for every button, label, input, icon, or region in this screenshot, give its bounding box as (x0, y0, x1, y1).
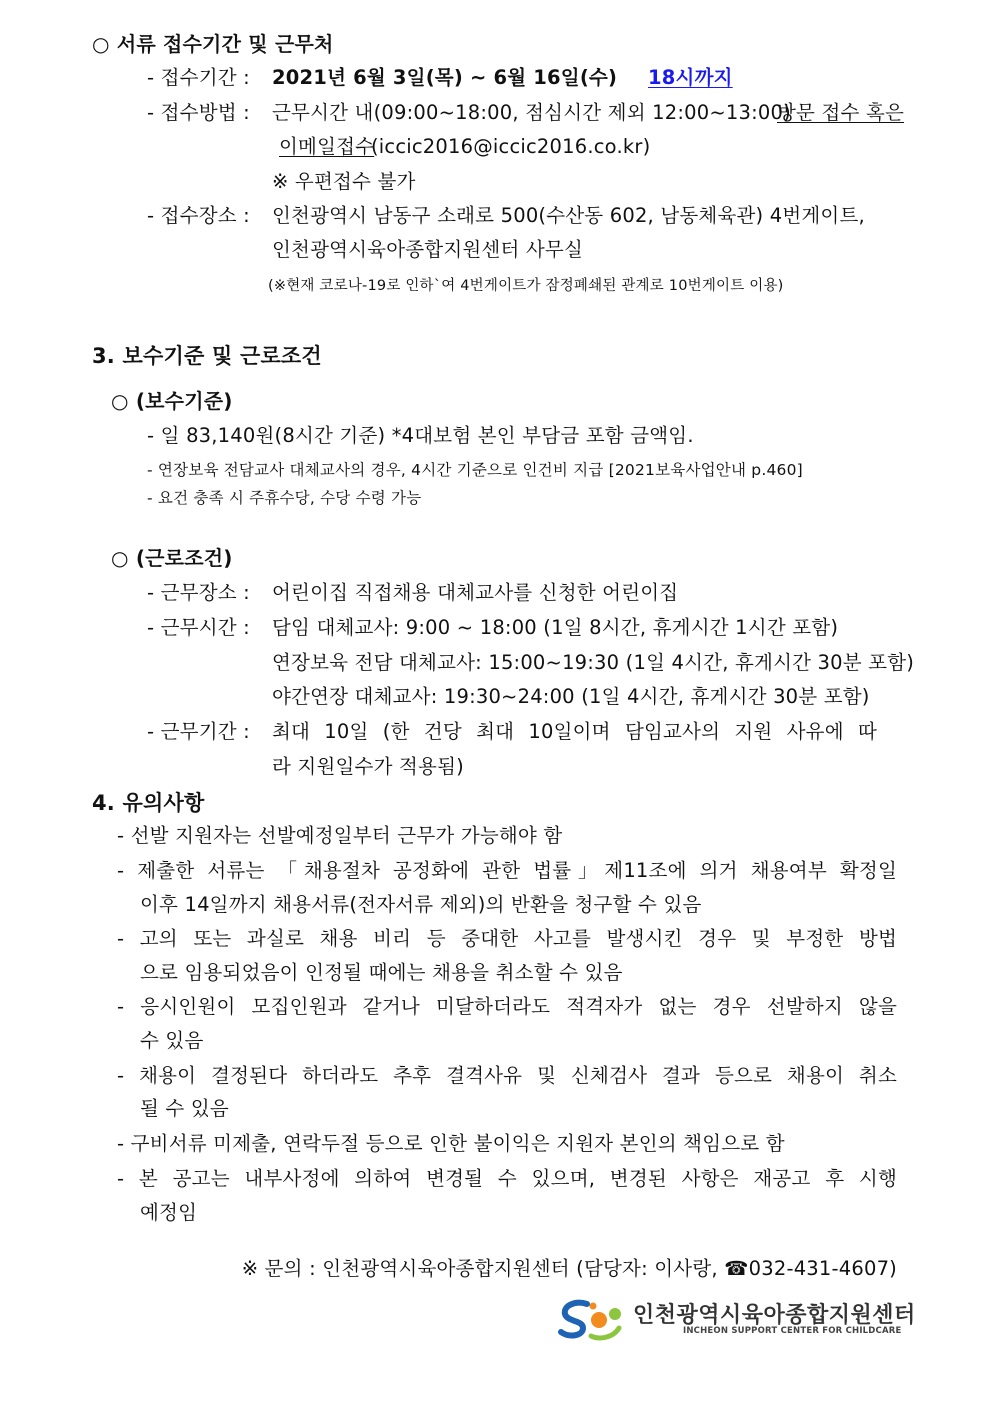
submission-place-note: (※현재 코로나-19로 인하`여 4번게이트가 잠정폐쇄된 관계로 10번게이트 이용) (268, 278, 784, 294)
notes-item: - 선발 지원자는 선발예정일부터 근무가 가능해야 함 (117, 824, 563, 847)
submission-email-address: (iccic2016@iccic2016.co.kr) (371, 135, 651, 158)
submission-place-office: 인천광역시육아종합지원센터 사무실 (272, 238, 583, 261)
notes-item: - 제출한 서류는 「채용절차 공정화에 관한 법률」제11조에 의거 채용여부 확정일 (117, 859, 897, 882)
pay-allowance-note: - 요건 충족 시 주휴수당, 수당 수령 가능 (147, 489, 422, 507)
work-hours-label: - 근무시간 : (147, 616, 250, 639)
work-conditions-heading: ○ (근로조건) (111, 546, 233, 570)
submission-method-label: - 접수방법 : (147, 101, 250, 124)
deadline-time-link[interactable]: 18시까지 (648, 66, 733, 89)
pay-daily-amount: - 일 83,140원(8시간 기준) *4대보험 본인 부담금 포함 금액임. (147, 424, 694, 447)
submission-place-address: 인천광역시 남동구 소래로 500(수산동 602, 남동체육관) 4번게이트, (272, 204, 865, 227)
notes-item-continued: 될 수 있음 (140, 1097, 229, 1120)
notes-item-continued: 수 있음 (140, 1029, 204, 1052)
postal-not-accepted-note: ※ 우편접수 불가 (272, 170, 416, 193)
submission-period-label: - 접수기간 : (147, 66, 250, 89)
notes-item-continued: 예정임 (140, 1201, 198, 1224)
work-hours-extended: 연장보육 전담 대체교사: 15:00~19:30 (1일 4시간, 휴게시간 30분 포함) (272, 651, 915, 674)
center-logo (557, 1298, 916, 1344)
work-term-line1: 최대 10일 (한 건당 최대 10일이며 담임교사의 지원 사유에 따 (272, 720, 877, 743)
submission-place-label: - 접수장소 : (147, 204, 250, 227)
work-place-value: 어린이집 직접채용 대체교사를 신청한 어린이집 (272, 581, 679, 604)
section-heading-submission: ○ 서류 접수기간 및 근무처 (92, 32, 334, 56)
section-heading-notes: 4. 유의사항 (92, 791, 205, 815)
notes-item-continued: 으로 임용되었음이 인정될 때에는 채용을 취소할 수 있음 (140, 961, 623, 984)
submission-method-visit: 방문 접수 혹은 (777, 101, 905, 124)
center-logo-subtitle: INCHEON SUPPORT CENTER FOR CHILDCARE (683, 1326, 902, 1336)
contact-info: ※ 문의 : 인천광역시육아종합지원센터 (담당자: 이사랑, ☎032-431-4607) (241, 1257, 897, 1280)
notes-item: - 본 공고는 내부사정에 의하여 변경될 수 있으며, 변경된 사항은 재공고 후 시행 (117, 1167, 897, 1190)
section-heading-pay-conditions: 3. 보수기준 및 근로조건 (92, 344, 322, 368)
submission-method-email: 이메일접수 (279, 135, 375, 158)
pay-standard-heading: ○ (보수기준) (111, 389, 233, 413)
notes-item: - 고의 또는 과실로 채용 비리 등 중대한 사고를 발생시킨 경우 및 부정한 방법 (117, 927, 897, 950)
notes-item: - 응시인원이 모집인원과 같거나 미달하더라도 적격자가 없는 경우 선발하지 않을 (117, 995, 897, 1018)
center-logo-mark-icon (557, 1298, 629, 1344)
submission-method-hours: 근무시간 내(09:00~18:00, 점심시간 제외 12:00~13:00) (272, 101, 791, 124)
notes-item-continued: 이후 14일까지 채용서류(전자서류 제외)의 반환을 청구할 수 있음 (140, 893, 702, 916)
work-hours-night: 야간연장 대체교사: 19:30~24:00 (1일 4시간, 휴게시간 30분 포함) (272, 685, 870, 708)
notes-item: - 구비서류 미제출, 연락두절 등으로 인한 불이익은 지원자 본인의 책임으로 함 (117, 1132, 785, 1155)
work-place-label: - 근무장소 : (147, 581, 250, 604)
work-hours-homeroom: 담임 대체교사: 9:00 ~ 18:00 (1일 8시간, 휴게시간 1시간 포함) (272, 616, 839, 639)
submission-period-value: 2021년 6월 3일(목) ~ 6월 16일(수) (272, 66, 618, 89)
pay-extended-care-note: - 연장보육 전담교사 대체교사의 경우, 4시간 기준으로 인건비 지급 [2021보육사업안내 p.460] (147, 461, 803, 479)
notes-item: - 채용이 결정된다 하더라도 추후 결격사유 및 신체검사 결과 등으로 채용이 취소 (117, 1064, 897, 1087)
work-term-line2: 라 지원일수가 적용됨) (272, 755, 464, 778)
center-logo-title: 인천광역시육아종합지원센터 (633, 1303, 916, 1328)
work-term-label: - 근무기간 : (147, 720, 250, 743)
